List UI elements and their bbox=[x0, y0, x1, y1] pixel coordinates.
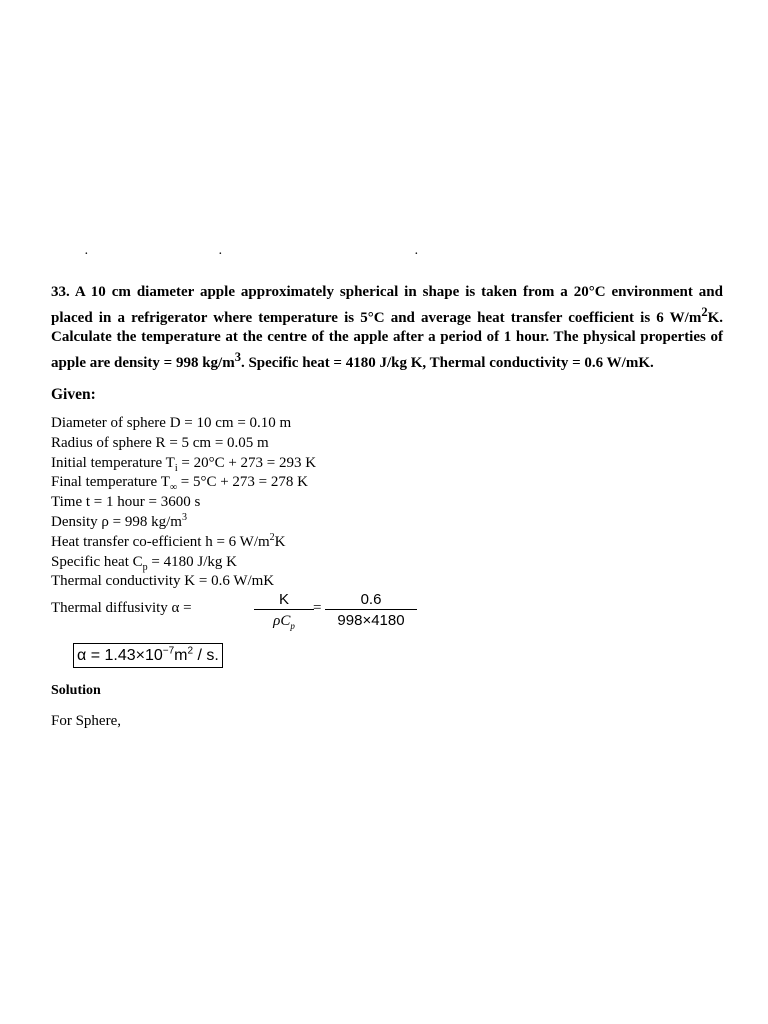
scan-marks bbox=[0, 247, 768, 262]
fraction-numeric: $\frac{0.6}{998\times 4180}$ bbox=[325, 590, 417, 632]
given-time: Time t = 1 hour = 3600 s bbox=[51, 494, 201, 511]
problem-text: A 10 cm diameter apple approximately spherical in shape is taken from a 20°C environment and placed in a refrigerator where temperature is 5°C and average heat transfer coefficient is 6 W/m bbox=[51, 284, 723, 326]
problem-statement: 33. A 10 cm diameter apple approximately spherical in shape is taken from a 20°C environment and placed in a refrigerator where temperature is 5°C and average heat transfer coefficient is 6 $W/m^2K$. Calculate the temperature at the centre of the apple after a period of 1 hour. The physical properties of apple are density = 998 $kg/m^3$. Specific heat = 4180 J/kg K, Thermal conductivity = 0.6 W/mK. bbox=[51, 284, 723, 371]
given-heading: Given: bbox=[51, 386, 96, 403]
solution-heading: Solution bbox=[51, 683, 101, 698]
scan-mark: · bbox=[414, 247, 419, 262]
given-final-temperature: Final temperature $T_\infty = 5^\circ C + 273 = 278$ K bbox=[51, 474, 308, 494]
for-sphere-text: For Sphere, bbox=[51, 713, 121, 729]
diffusivity-result-box: $\alpha = 1.43\times 10^{-7}m^2 / s$. bbox=[73, 643, 223, 668]
diffusivity-label: Thermal diffusivity α = bbox=[51, 600, 192, 616]
scan-mark: · bbox=[84, 247, 89, 262]
given-specific-heat: Specific heat $C_p = 4180$ J/kg K bbox=[51, 553, 237, 573]
scan-mark: · bbox=[218, 247, 223, 262]
given-heat-transfer-coefficient: Heat transfer co-efficient h = 6 $W/m^2K$ bbox=[51, 531, 286, 550]
given-density: Density ρ = 998 $kg/m^3$ bbox=[51, 511, 187, 530]
problem-number: 33. bbox=[51, 284, 70, 300]
given-initial-temperature: Initial temperature $T_i = 20^\circ C + 273 = 293$ K bbox=[51, 454, 317, 474]
given-diameter: Diameter of sphere D = 10 cm = 0.10 m bbox=[51, 415, 292, 431]
fraction-k-over-rho-cp: K $\rho C_p$ bbox=[254, 590, 314, 632]
given-thermal-conductivity: Thermal conductivity K = 0.6 W/mK bbox=[51, 573, 275, 590]
equals-sign: = bbox=[313, 600, 322, 616]
thermal-diffusivity-equation bbox=[51, 590, 405, 636]
given-list bbox=[51, 414, 316, 592]
given-radius: Radius of sphere R = 5 cm = 0.05 m bbox=[51, 434, 269, 451]
